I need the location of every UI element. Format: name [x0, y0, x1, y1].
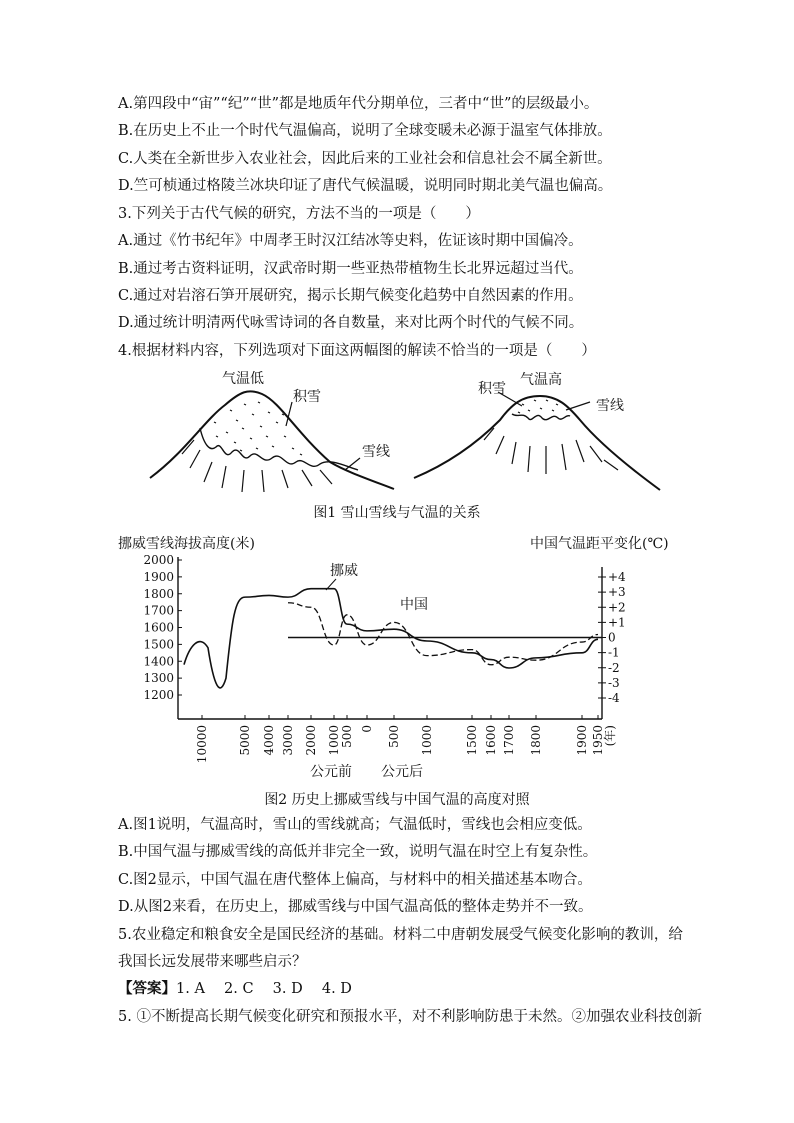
figure2-caption: 图2 历史上挪威雪线与中国气温的高度对照	[264, 792, 530, 808]
q3-option-c: C.通过对岩溶石笋开展研究，揭示长期气候变化趋势中自然因素的作用。	[118, 288, 583, 304]
answer-label: 【答案】	[118, 980, 176, 997]
q4-option-c: C.图2显示，中国气温在唐代整体上偏高，与材料中的相关描述基本吻合。	[118, 872, 592, 888]
q3-option-a: A.通过《竹书纪年》中周孝王时汉江结冰等史料，佐证该时期中国偏冷。	[118, 233, 583, 249]
x-tick-label: 1600	[484, 725, 498, 756]
norway-label-leader	[326, 579, 336, 590]
q4-stem: 4.根据材料内容，下列选项对下面这两幅图的解读不恰当的一项是（ ）	[118, 343, 596, 359]
q4-option-d: D.从图2来看，在历史上，挪威雪线与中国气温高低的整体走势并不一致。	[118, 899, 593, 915]
fig2-left-axis-title: 挪威雪线海拔高度(米)	[118, 536, 255, 552]
q4-option-a: A.图1说明，气温高时，雪山的雪线就高；气温低时，雪线也会相应变低。	[118, 817, 592, 833]
q2-option-b: B.在历史上不止一个时代气温偏高，说明了全球变暖未必源于温室气体排放。	[118, 123, 612, 139]
answer-row	[118, 979, 352, 999]
x-tick-label: 1900	[575, 725, 589, 756]
q2-option-d: D.竺可桢通过格陵兰冰块印证了唐代气候温暖，说明同时期北美气温也偏高。	[118, 178, 613, 194]
left-tick-label: 2000	[143, 553, 174, 567]
q2-option-c: C.人类在全新世步入农业社会，因此后来的工业社会和信息社会不属全新世。	[118, 151, 612, 167]
x-tick-label: 5000	[238, 725, 252, 756]
x-tick-label: 3000	[281, 725, 295, 756]
right-tick-label: -1	[608, 645, 620, 660]
norway-series-label: 挪威	[330, 563, 358, 579]
right-tick-label: -4	[608, 691, 620, 705]
fig2-right-axis-title: 中国气温距平变化(℃)	[530, 536, 669, 552]
left-tick-label: 1200	[143, 688, 174, 702]
q3-stem: 3.下列关于古代气候的研究，方法不当的一项是（ ）	[118, 206, 480, 222]
fig1-right-title: 气温高	[520, 372, 562, 388]
x-tick-label: 0	[360, 725, 374, 733]
x-tick-label: 1950	[591, 725, 605, 756]
q4-option-b: B.中国气温与挪威雪线的高低并非完全一致，说明气温在时空上有复杂性。	[118, 844, 598, 860]
fig2-bc-label: 公元前	[310, 764, 352, 780]
q5-stem-line2: 我国长远发展带来哪些启示？	[118, 954, 307, 970]
right-tick-label: +1	[608, 615, 626, 630]
answer-line5: 5. ①不断提高长期气候变化研究和预报水平，对不利影响防患于未然。②加强农业科技创新	[118, 1009, 702, 1025]
x-unit-label: (年)	[603, 725, 617, 747]
left-tick-label: 1900	[143, 569, 174, 584]
q5-stem-line1: 5.农业稳定和粮食安全是国民经济的基础。材料二中唐朝发展受气候变化影响的教训，给	[118, 927, 683, 943]
norway-series-line	[184, 589, 598, 688]
left-tick-label: 1500	[143, 637, 174, 652]
left-tick-label: 1300	[143, 671, 174, 686]
fig2-ad-label: 公元后	[381, 764, 423, 780]
right-tick-label: -2	[608, 660, 620, 675]
china-series-label: 中国	[400, 597, 428, 613]
fig1-left-snow-label: 积雪	[293, 389, 321, 405]
left-tick-label: 1800	[143, 586, 174, 601]
x-tick-label: 1700	[502, 725, 516, 756]
q3-option-d: D.通过统计明清两代咏雪诗词的各自数量，来对比两个时代的气候不同。	[118, 315, 584, 331]
x-tick-label: 4000	[262, 725, 276, 756]
x-tick-label: 1500	[465, 725, 479, 756]
right-tick-label: 0	[608, 630, 616, 645]
x-tick-label: 500	[387, 725, 401, 748]
q3-option-b: B.通过考古资料证明，汉武帝时期一些亚热带植物生长北界远超过当代。	[118, 261, 583, 277]
left-tick-label: 1400	[143, 654, 174, 669]
left-tick-label: 1600	[143, 620, 174, 635]
right-tick-label: +2	[608, 600, 626, 615]
right-tick-label: +3	[608, 585, 626, 600]
left-tick-label: 1700	[143, 603, 174, 618]
figure1-caption: 图1 雪山雪线与气温的关系	[313, 505, 481, 521]
x-tick-label: 2000	[304, 725, 318, 756]
fig1-left-snowline-label: 雪线	[362, 444, 390, 460]
fig1-right-snowline-label: 雪线	[596, 398, 624, 414]
x-tick-label: 1800	[529, 725, 543, 756]
x-tick-label: 10000	[195, 725, 209, 764]
china-series-line	[288, 603, 598, 665]
x-tick-label: 1000	[327, 725, 341, 756]
x-tick-label: 500	[340, 725, 354, 748]
fig1-left-title: 气温低	[222, 371, 264, 387]
left-mountain-drawing	[150, 391, 394, 492]
right-tick-label: -3	[608, 675, 620, 690]
answer-items: 1. A 2. C 3. D 4. D	[176, 981, 352, 997]
right-tick-label: +4	[608, 570, 626, 584]
fig1-right-snow-label: 积雪	[478, 381, 506, 397]
q2-option-a: A.第四段中“宙”“纪”“世”都是地质年代分期单位，三者中“世”的层级最小。	[118, 96, 599, 112]
x-tick-label: 1000	[420, 725, 434, 756]
